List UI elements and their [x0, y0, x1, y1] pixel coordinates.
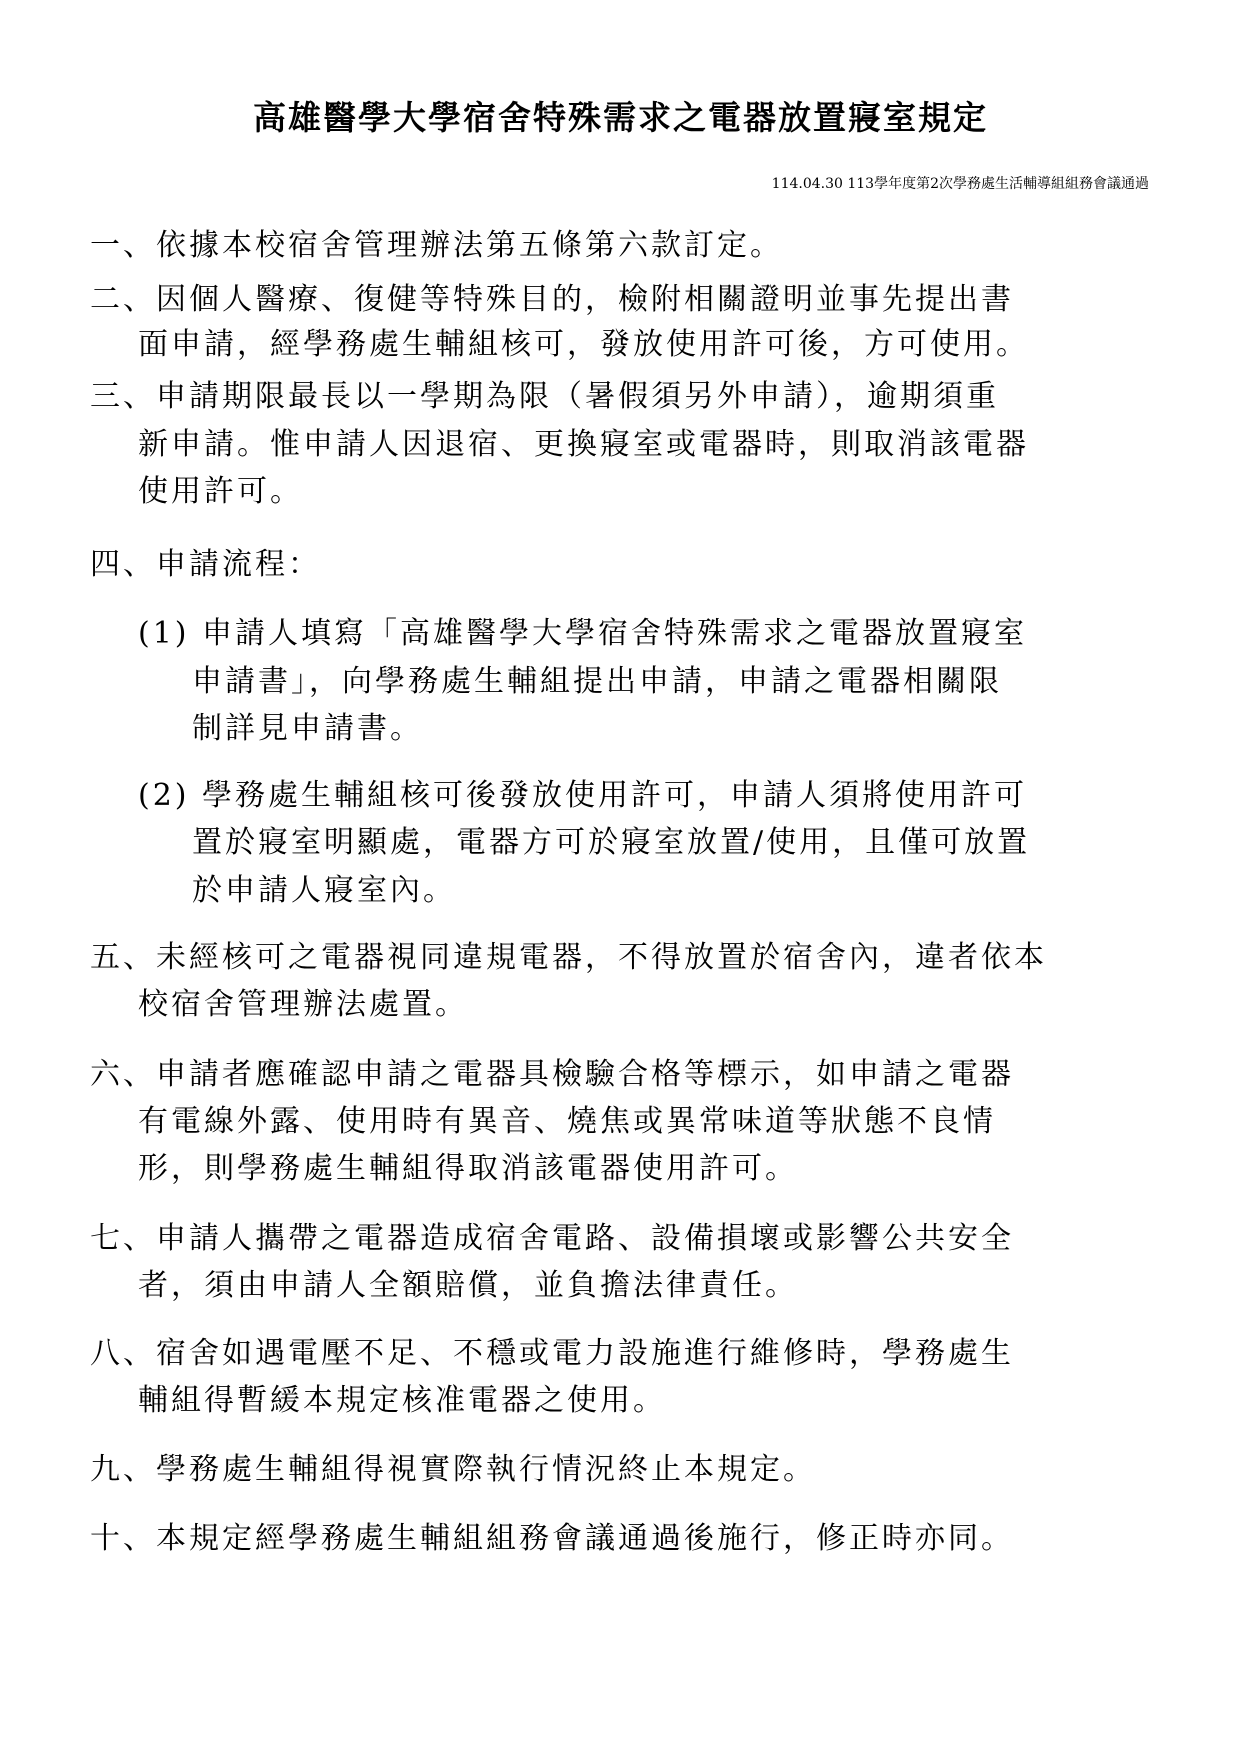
article-4-line-1: 四、申請流程： [90, 547, 321, 582]
article-7-line-2: 者，須由申請人全額賠償，並負擔法律責任。 [138, 1268, 798, 1303]
article-4-item-2-line-2: 置於寢室明顯處，電器方可於寢室放置/使用，且僅可放置 [192, 825, 1031, 860]
article-5-line-1: 五、未經核可之電器視同違規電器，不得放置於宿舍內，違者依本 [90, 940, 1047, 975]
article-4-item-1-line-3: 制詳見申請書。 [192, 711, 423, 746]
article-4-item-1-line-2: 申請書」，向學務處生輔組提出申請，申請之電器相關限 [192, 664, 1002, 699]
article-10-line-1: 十、本規定經學務處生輔組組務會議通過後施行，修正時亦同。 [90, 1521, 1014, 1556]
article-6-line-3: 形，則學務處生輔組得取消該電器使用許可。 [138, 1151, 798, 1186]
article-4-item-2-line-3: 於申請人寢室內。 [192, 873, 456, 908]
article-5-line-2: 校宿舍管理辦法處置。 [138, 987, 468, 1022]
article-8-line-2: 輔組得暫緩本規定核准電器之使用。 [138, 1383, 666, 1418]
article-3-line-2: 新申請。惟申請人因退宿、更換寢室或電器時，則取消該電器 [138, 427, 1029, 462]
article-2-line-2: 面申請，經學務處生輔組核可，發放使用許可後，方可使用。 [138, 327, 1029, 362]
article-8-line-1: 八、宿舍如遇電壓不足、不穩或電力設施進行維修時，學務處生 [90, 1336, 1014, 1371]
article-9-line-1: 九、學務處生輔組得視實際執行情況終止本規定。 [90, 1452, 816, 1487]
article-7-line-1: 七、申請人攜帶之電器造成宿舍電路、設備損壞或影響公共安全 [90, 1221, 1014, 1256]
article-1-line-1: 一、依據本校宿舍管理辦法第五條第六款訂定。 [90, 228, 783, 263]
article-4-item-1-line-1: (1) 申請人填寫「高雄醫學大學宿舍特殊需求之電器放置寢室 [138, 616, 1028, 651]
document-title: 高雄醫學大學宿舍特殊需求之電器放置寢室規定 [253, 98, 988, 137]
approval-note: 114.04.30 113學年度第2次學務處生活輔導組組務會議通過 [771, 176, 1149, 192]
article-6-line-2: 有電線外露、使用時有異音、燒焦或異常味道等狀態不良情 [138, 1104, 996, 1139]
article-4-item-2-line-1: (2) 學務處生輔組核可後發放使用許可，申請人須將使用許可 [138, 778, 1028, 813]
article-2-line-1: 二、因個人醫療、復健等特殊目的，檢附相關證明並事先提出書 [90, 282, 1014, 317]
article-3-line-1: 三、申請期限最長以一學期為限（暑假須另外申請），逾期須重 [90, 379, 999, 414]
article-3-line-3: 使用許可。 [138, 474, 303, 509]
article-6-line-1: 六、申請者應確認申請之電器具檢驗合格等標示，如申請之電器 [90, 1057, 1014, 1092]
